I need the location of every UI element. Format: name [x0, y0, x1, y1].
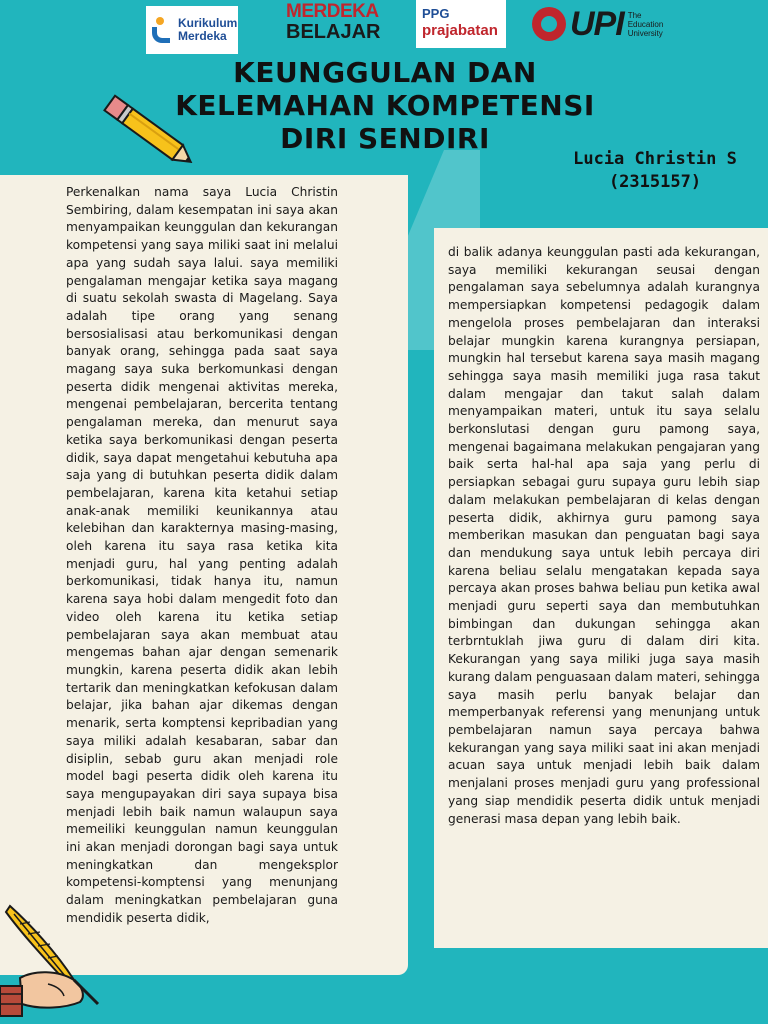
logo-bar	[0, 0, 768, 56]
title-line-3: DIRI SENDIRI	[280, 122, 490, 155]
kurikulum-merdeka-mark-icon	[152, 15, 172, 45]
upi-logo-text: UPI	[570, 4, 624, 43]
prajabatan-logo-text: prajabatan	[422, 22, 498, 39]
upi-logo	[532, 4, 682, 44]
upi-emblem-icon	[532, 7, 566, 41]
page-title	[160, 56, 610, 155]
author-block	[560, 148, 750, 194]
author-id: (2315157)	[608, 172, 702, 192]
kurikulum-logo-line1: Kurikulum	[178, 16, 238, 30]
strengths-text: Perkenalkan nama saya Lucia Christin Sembiring, dalam kesempatan ini saya akan menyampaikan keunggulan dan kekurangan kompetensi yang saya miliki saat ini melalui apa yang sudah saya lalui. saya memiliki pengalaman mengajar ketika saya magang di suatu sekolah swasta di Magelang. Saya adalah tipe orang yang senang bersosialisasi atau berkomunikasi dengan banyak orang, sehingga pada saat saya magang saya suka berkomunkasi dengan peserta didik mengenai aktivitas mereka, mengenai pembelajaran, bercerita tentang pengalaman mereka, dan menurut saya ketika saya berkomunikasi dengan peserta didik, saya dapat mengetahui kebutuha apa saja yang di butuhkan peserta didik dalam pembelajaran, karena kita ketahui setiap anak-anak memiliki keunikannya atau kelebihan dan karakternya masing-masing, oleh karena itu saya rasa ketika kita menjadi guru, hal yang penting adalah berkomunikasi, tidak hanya itu, namun karena saya hobi dalam mengedit foto dan video oleh karena itu ketika setiap pembelajaran saya akan membuat atau mengemas bahan ajar dengan semenarik mungkin, karena peserta didik akan lebih tertarik dan meningkatkan kefokusan dalam belajar, jika bahan ajar dikemas dengan menarik, serta komptensi kepribadian yang saya miliki adalah kesabaran, sabar dan disiplin, sebab guru akan menjadi role model bagi peserta didik oleh karena itu saya mengupayakan diri saya supaya bisa menjadi lebih baik namun walaupun saya memeiliki keunggulan namun keunggulan ini akan menjadi dorongan bagi saya untuk meningkatkan dan mengeksplor kompetensi-komptensi yang menunjang dalam meningkatkan pembelajaran guna mendidik peserta didik,	[66, 185, 338, 925]
upi-sub-line2: Education	[627, 19, 664, 29]
weaknesses-text: di balik adanya keunggulan pasti ada kekurangan, saya memiliki kekurangan seusai dengan pengalaman saya sebelumnya adalah kurangnya mempersiapkan kompetensi pedagogik dalam mengelola proses pembelajaran dan interaksi belajar mungkin karena kurangnya persiapan, mungkin hal tersebut karena saya masih magang sehingga saya masih memiliki juga rasa takut dalam mengajar dan takut salah dalam menyampaikan materi, untuk itu saya selalu berkonslutasi dengan guru pamong saya, mengenai bagaimana melakukan pengajaran yang baik serta hal-hal apa saja yang perlu di persiapkan sebagai guru supaya guru lebih siap dalam melakukan pembelajaran di kelas dengan peserta didik, akhirnya guru pamong saya memberikan masukan dan penguatan bagi saya dan mendukung saya untuk lebih percaya diri karena beliau selalu mengatakan kepada saya percaya akan proses bahwa beliau pun ketika awal menjadi guru seperti saya dan membutuhkan bimbingan dan dukungan sehingga akan terbrntuklah jiwa guru di dalam diri kita. Kekurangan yang saya miliki juga saya masih kurang dalam penguasaan dalam materi, sehingga saya masih perlu banyak belajar dan memperbanyak referensi yang menunjang untuk pembelajaran namun saya percaya bahwa kekurangan yang saya miliki saat ini akan menjadi acuan saya untuk menjadi lebih baik dalam menjalani proses menjadi guru yang professional yang siap mendidik peserta didik untuk menjadi generasi masa depan yang lebih baik.	[448, 245, 760, 826]
upi-sub-line3: University	[627, 28, 663, 38]
merdeka-belajar-logo	[286, 1, 381, 43]
kurikulum-merdeka-logo	[146, 6, 238, 54]
belajar-logo-text: BELAJAR	[286, 21, 381, 43]
author-name: Lucia Christin S	[573, 149, 737, 169]
kurikulum-logo-line2: Merdeka	[178, 29, 227, 43]
upi-sub-line1: The	[627, 10, 642, 20]
title-line-1: KEUNGGULAN DAN	[233, 56, 537, 89]
merdeka-logo-text: MERDEKA	[286, 1, 379, 22]
ppg-logo-text: PPG	[422, 6, 450, 21]
title-line-2: KELEMAHAN KOMPETENSI	[175, 89, 595, 122]
ppg-prajabatan-logo	[416, 0, 506, 48]
pencil-icon	[96, 88, 206, 178]
quill-hand-icon	[0, 900, 110, 1024]
